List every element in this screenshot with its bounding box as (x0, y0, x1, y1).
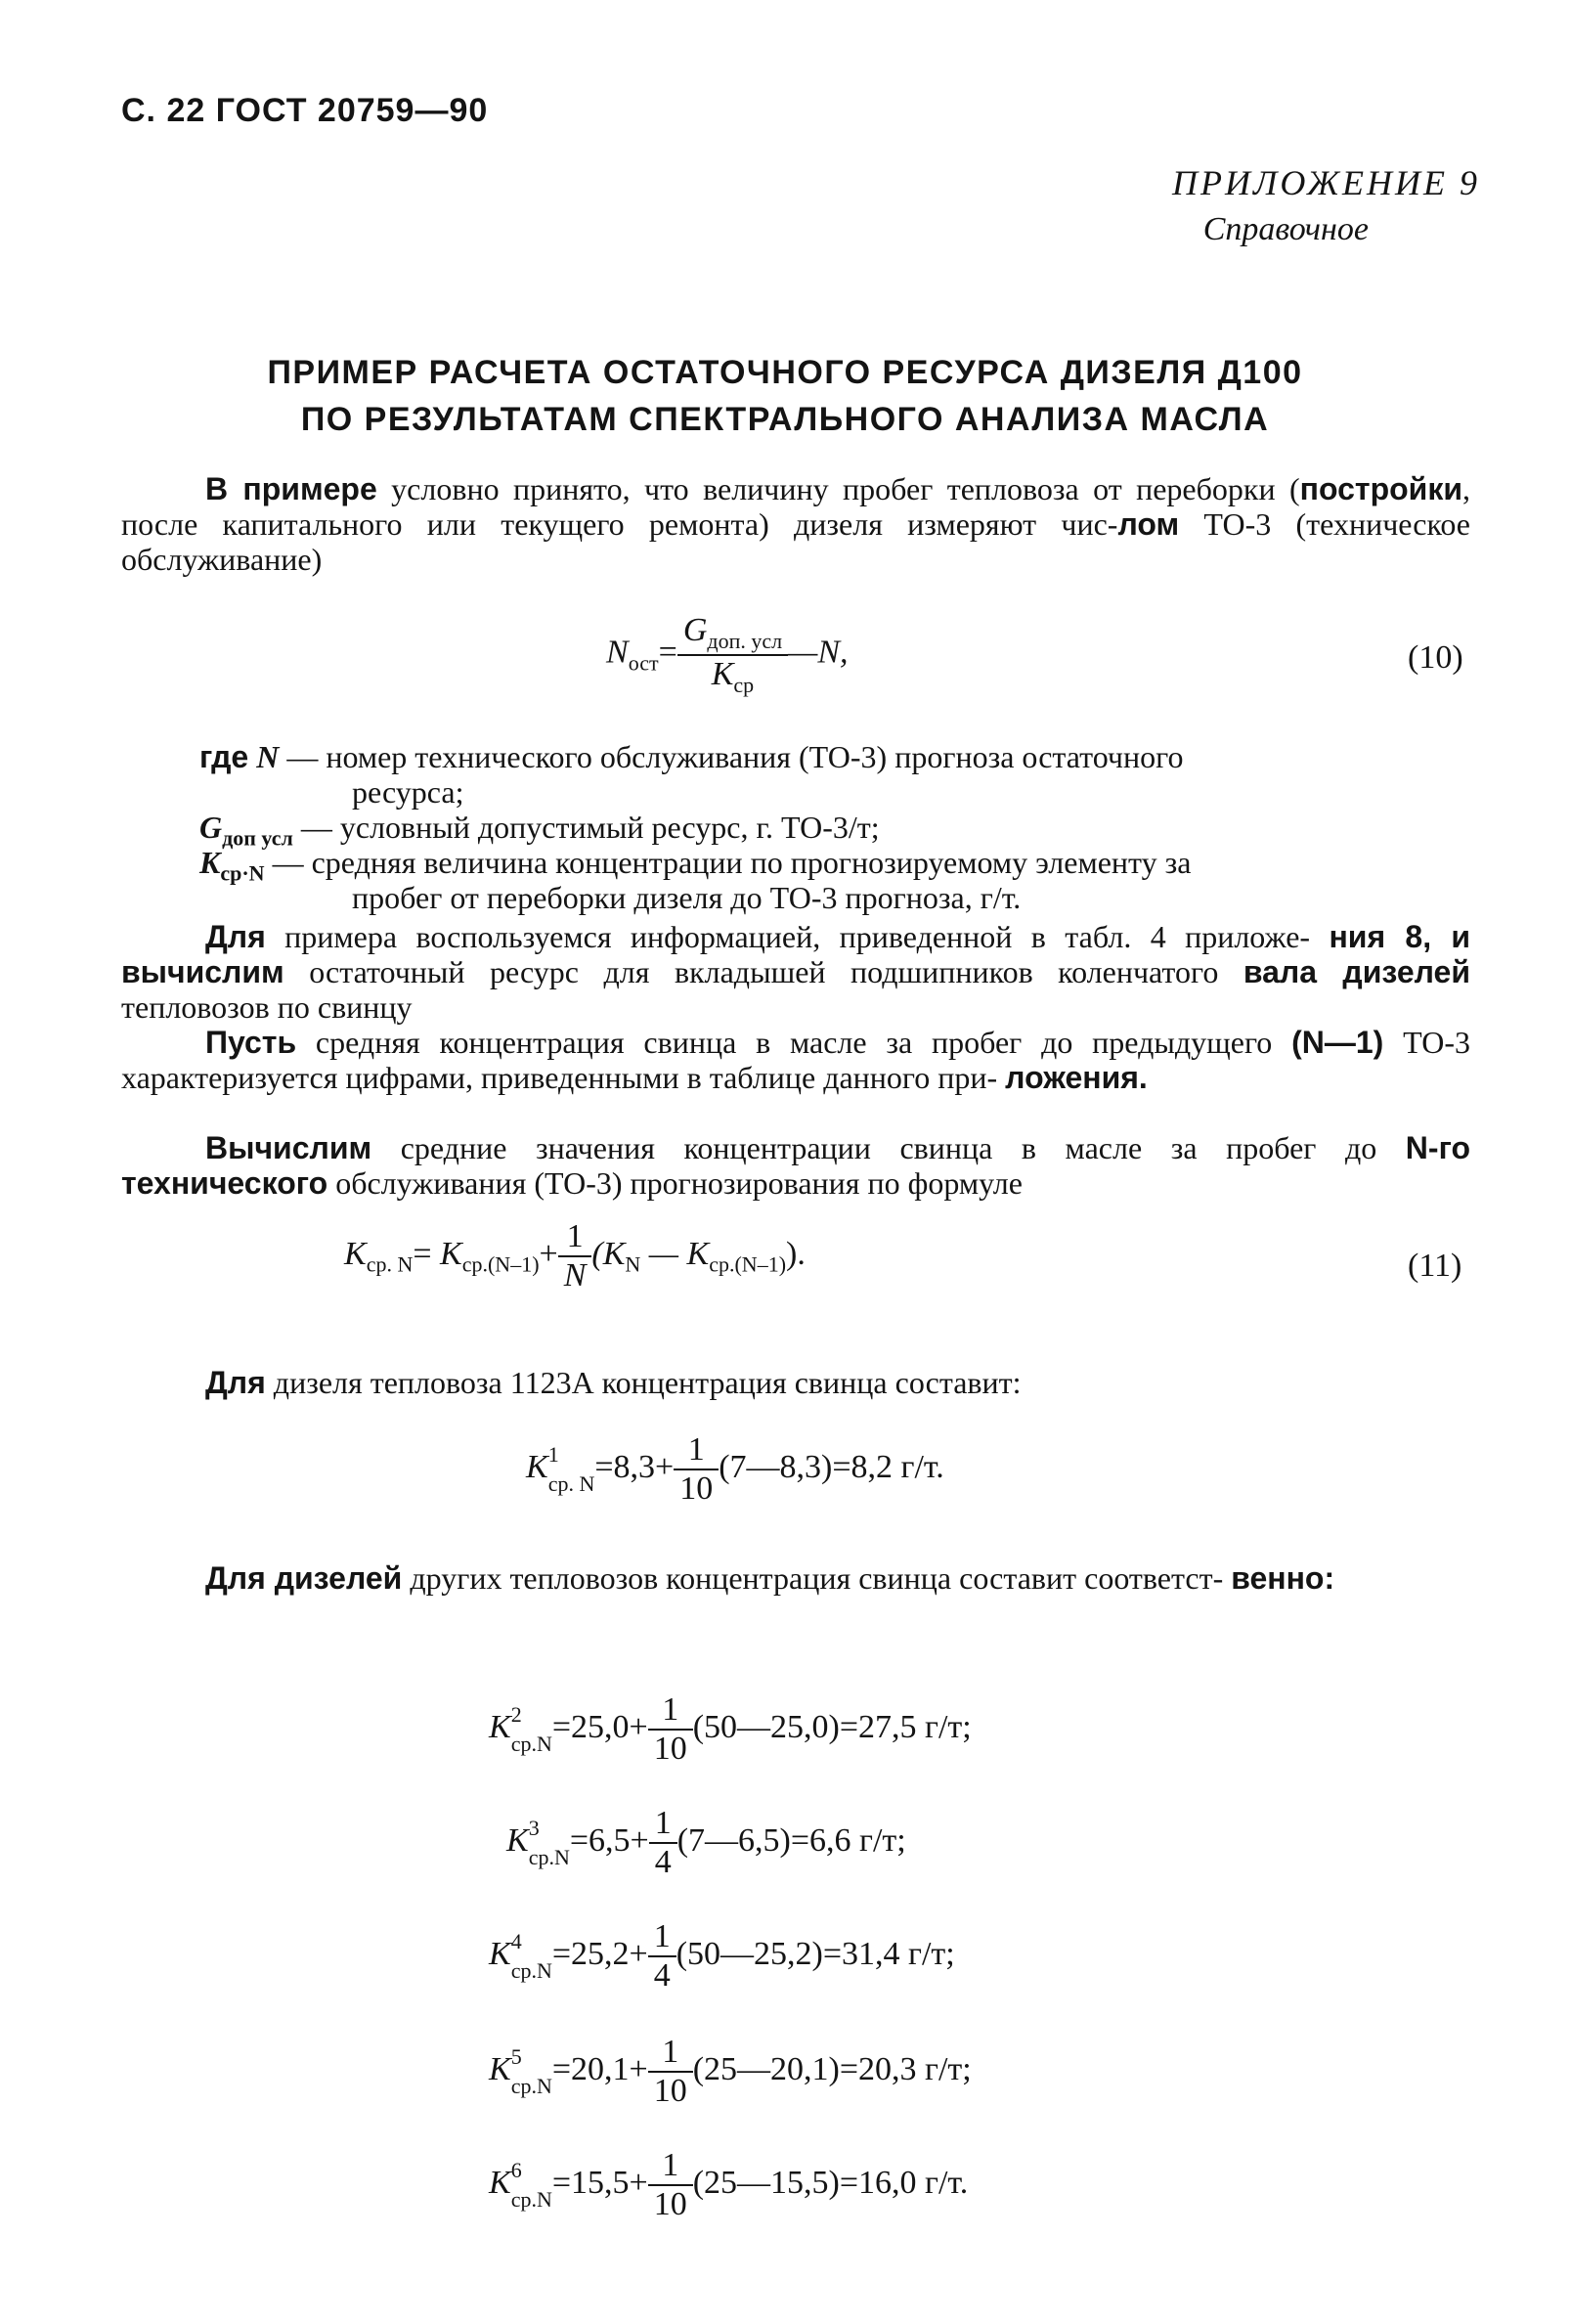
ex3-sub: ср.N (528, 1845, 570, 1870)
para4-bold: Вычислим (205, 1130, 372, 1165)
para6-bold2: венно: (1231, 1560, 1335, 1596)
document-title-line2: ПО РЕЗУЛЬТАТАМ СПЕКТРАЛЬНОГО АНАЛИЗА МАСЛА (300, 401, 1270, 438)
para3-bold3: ложения. (1005, 1060, 1148, 1095)
ex2-sup: 2 (510, 1701, 522, 1727)
ex1-sup: 1 (547, 1441, 559, 1467)
def-g-text: — условный допустимый ресурс, г. ТО-3/т; (300, 810, 880, 845)
ex5-post: (25—20,1)=20,3 г/т; (692, 2050, 972, 2087)
para6-text: других тепловозов концентрация свинца составит соответст- (402, 1560, 1224, 1596)
ex4-sub: ср.N (510, 1958, 552, 1984)
page-header: С. 22 ГОСТ 20759—90 (121, 92, 489, 129)
document-title-line1: ПРИМЕР РАСЧЕТА ОСТАТОЧНОГО РЕСУРСА ДИЗЕЛЯ Д100 (267, 354, 1303, 391)
f10-den-sub: ср (733, 672, 755, 697)
para2-bold3: вала дизелей (1243, 954, 1471, 989)
ex2-pre: =25,0+ (551, 1708, 648, 1745)
ex6-post: (25—15,5)=16,0 г/т. (692, 2164, 969, 2201)
formula-11-number: (11) (1408, 1248, 1462, 1284)
ex4-pre: =25,2+ (551, 1935, 648, 1972)
ex6-sub: ср.N (510, 2187, 552, 2213)
appendix-label: ПРИЛОЖЕНИЕ 9 (1172, 163, 1480, 202)
para4-bold2: N-го технического (121, 1130, 1471, 1201)
def-k-sub: ср·N (220, 860, 265, 886)
example-1 (526, 1431, 944, 1508)
para5-bold: Для (205, 1365, 266, 1400)
ex1-fraction (674, 1431, 719, 1508)
f11-den: N (563, 1257, 587, 1294)
ex6-sup: 6 (510, 2157, 522, 2182)
paragraph-diesel-1123a (205, 1365, 1022, 1400)
ex4-den: 4 (653, 1957, 671, 1994)
para2-bold2: ния 8, и вычислим (121, 919, 1471, 989)
intro-paragraph (121, 471, 1470, 577)
para2-text2: остаточный ресурс для вкладышей подшипников коленчатого (283, 954, 1219, 989)
def-g-sub: доп усл (222, 825, 293, 851)
formula-11 (344, 1218, 806, 1294)
para3-bold: Пусть (205, 1025, 297, 1060)
ex4-post: (50—25,2)=31,4 г/т; (676, 1935, 955, 1972)
ex3-den: 4 (654, 1844, 672, 1880)
ex6-fraction (648, 2147, 693, 2223)
definition-n (199, 739, 1183, 774)
para5-text: дизеля тепловоза 1123А концентрация свинца составит: (265, 1365, 1022, 1400)
ex2-num: 1 (648, 1691, 693, 1731)
f10-lhs-sub: ост (628, 650, 659, 676)
appendix-type: Справочное (1202, 211, 1369, 247)
example-4 (489, 1918, 955, 1995)
f10-den: K (711, 655, 734, 692)
intro-bold3: лом (1117, 506, 1180, 542)
ex4-fraction (648, 1918, 676, 1995)
para2-text: примера воспользуемся информацией, приведенной в табл. 4 приложе- (265, 919, 1311, 954)
paragraph-assumption (121, 1025, 1470, 1095)
def-k-symbol: K (199, 845, 221, 880)
ex6-den: 10 (653, 2186, 687, 2222)
ex2-fraction (648, 1691, 693, 1768)
f11-lhs-sub: ср. N (366, 1251, 414, 1277)
f11-t2: (K (591, 1235, 626, 1272)
intro-bold2: постройки (1299, 471, 1463, 506)
f10-lhs: N (606, 634, 629, 671)
f11-fraction (558, 1218, 592, 1294)
f11-t3-sub: ср.(N–1) (709, 1251, 787, 1277)
where-word: где (199, 739, 249, 774)
para2-bold: Для (205, 919, 266, 954)
ex5-sup: 5 (510, 2043, 522, 2069)
example-3 (506, 1805, 906, 1881)
ex5-den: 10 (653, 2073, 687, 2109)
ex6-pre: =15,5+ (551, 2164, 648, 2201)
ex4-symbol: K (489, 1935, 511, 1972)
f11-eq: = (413, 1235, 432, 1272)
ex5-symbol: K (489, 2050, 511, 2087)
paragraph-table-reference (121, 919, 1470, 1025)
para2-text3: тепловозов по свинцу (121, 989, 413, 1025)
ex1-den: 10 (679, 1470, 714, 1507)
intro-text2: , после капитального или текущего ремонта) дизеля измеряют чис- (121, 471, 1471, 542)
ex4-sup: 4 (510, 1928, 522, 1953)
f11-t1-sub: ср.(N–1) (461, 1251, 540, 1277)
f10-fraction (677, 612, 788, 698)
ex1-pre: =8,3+ (594, 1448, 675, 1485)
f11-close: ). (786, 1235, 806, 1272)
definition-n-cont: ресурса; (352, 774, 464, 810)
para4-text2: обслуживания (ТО-3) прогнозирования по формуле (327, 1165, 1023, 1201)
ex3-pre: =6,5+ (569, 1821, 649, 1859)
example-5 (489, 2034, 972, 2110)
para3-text: средняя концентрация свинца в масле за пробег до предыдущего (296, 1025, 1273, 1060)
f11-t2-sub: N (625, 1251, 641, 1277)
ex4-num: 1 (648, 1918, 676, 1957)
ex6-num: 1 (648, 2147, 693, 2186)
f11-plus: + (539, 1235, 558, 1272)
ex5-pre: =20,1+ (551, 2050, 648, 2087)
ex1-num: 1 (674, 1431, 719, 1470)
paragraph-other-diesels (121, 1560, 1470, 1596)
para4-text: средние значения концентрации свинца в масле за пробег до (371, 1130, 1377, 1165)
def-k-text: — средняя величина концентрации по прогнозируемому элементу за (272, 845, 1192, 880)
formula-10-number: (10) (1408, 639, 1463, 676)
example-6 (489, 2147, 968, 2223)
f11-t1: K (440, 1235, 462, 1272)
f11-lhs: K (344, 1235, 367, 1272)
ex1-symbol: K (526, 1448, 548, 1485)
ex5-num: 1 (648, 2034, 693, 2073)
ex3-fraction (649, 1805, 677, 1881)
ex2-sub: ср.N (510, 1732, 552, 1757)
para3-bold2: (N—1) (1291, 1025, 1384, 1060)
f11-t3: — K (648, 1235, 710, 1272)
example-2 (489, 1691, 972, 1768)
ex3-symbol: K (506, 1821, 529, 1859)
def-g-symbol: G (199, 810, 223, 845)
ex2-post: (50—25,0)=27,5 г/т; (692, 1708, 972, 1745)
f10-tail: —N, (788, 634, 849, 671)
para3-text2: ТО-3 характеризуется цифрами, приведенными в таблице данного при- (121, 1025, 1471, 1095)
ex2-den: 10 (653, 1731, 687, 1767)
intro-text3: ТО-3 (техническое обслуживание) (121, 506, 1471, 577)
ex1-sub: ср. N (547, 1471, 595, 1497)
ex5-fraction (648, 2034, 693, 2110)
def-n-symbol: N (256, 739, 280, 774)
para6-bold: Для дизелей (205, 1560, 403, 1596)
formula-10: $N_{ост}=$ $\frac{G_{доп. усл}}{K_{ср}}$ —N, (606, 612, 849, 697)
intro-lead: В примере (205, 471, 377, 506)
ex2-symbol: K (489, 1708, 511, 1745)
ex5-sub: ср.N (510, 2074, 552, 2099)
ex3-sup: 3 (528, 1815, 540, 1840)
intro-text1: условно принято, что величину пробег тепловоза от переборки ( (376, 471, 1300, 506)
f10-num: G (682, 612, 708, 648)
ex3-post: (7—6,5)=6,6 г/т; (676, 1821, 906, 1859)
ex3-num: 1 (649, 1805, 677, 1844)
paragraph-compute (121, 1130, 1470, 1201)
f10-num-sub: доп. усл (707, 628, 783, 653)
def-n-text: — номер технического обслуживания (ТО-3) прогноза остаточного (286, 739, 1184, 774)
ex6-symbol: K (489, 2164, 511, 2201)
ex1-post: (7—8,3)=8,2 г/т. (719, 1448, 944, 1485)
definition-k-cont: пробег от переборки дизеля до ТО-3 прогноза, г/т. (352, 880, 1022, 915)
f11-num: 1 (558, 1218, 592, 1257)
